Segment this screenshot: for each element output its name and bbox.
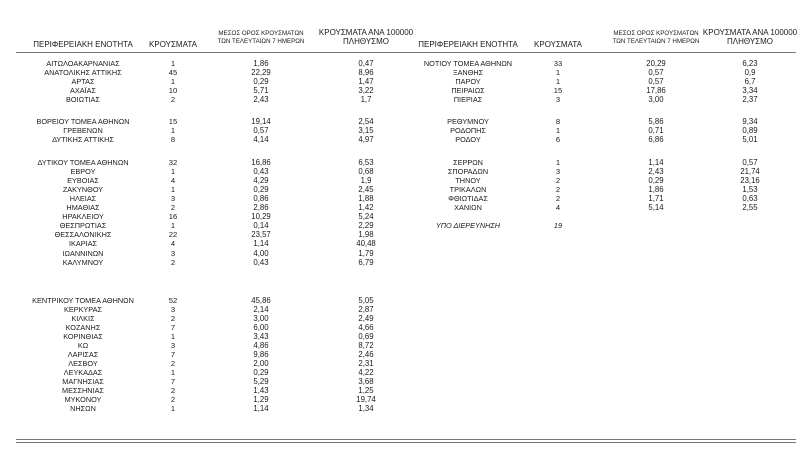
left-cell-region: ΗΛΕΙΑΣ [69,194,97,203]
left-cell-per100k: 5,05 [358,296,374,305]
left-cell-region: ΗΜΑΘΙΑΣ [66,203,100,212]
left-cell-per100k: 1,34 [358,404,374,413]
left-cell-per100k: 3,22 [358,86,374,95]
left-cell-cases: 7 [170,377,176,386]
left-cell-cases: 1 [170,185,176,194]
left-cell-region: ΜΥΚΟΝΟΥ [64,395,102,404]
left-cell-avg: 0,29 [253,368,269,377]
left-cell-cases: 2 [170,359,176,368]
left-cell-per100k: 5,24 [358,212,374,221]
left-cell-avg: 5,71 [253,86,269,95]
right-cell-avg: 0,71 [648,126,664,135]
left-cell-region: ΙΩΑΝΝΙΝΩΝ [62,249,104,258]
right-cell-avg: 1,14 [648,158,664,167]
left-header-avg-line1: ΜΕΣΟΣ ΟΡΟΣ ΚΡΟΥΣΜΑΤΩΝ [218,30,304,37]
left-cell-avg: 3,43 [253,332,269,341]
left-cell-region: ΕΥΒΟΙΑΣ [67,176,99,185]
bottom-rule [16,439,796,440]
left-cell-per100k: 8,72 [358,341,374,350]
right-cell-region: ΤΗΝΟΥ [455,176,481,185]
left-cell-avg: 0,57 [253,126,269,135]
left-cell-region: ΜΑΓΝΗΣΙΑΣ [62,377,104,386]
left-cell-cases: 1 [170,77,176,86]
left-cell-region: ΙΚΑΡΙΑΣ [68,239,98,248]
left-cell-cases: 2 [170,95,176,104]
left-cell-cases: 15 [168,117,178,126]
right-cell-region: ΤΡΙΚΑΛΩΝ [449,185,487,194]
left-cell-cases: 7 [170,323,176,332]
left-cell-cases: 1 [170,167,176,176]
left-cell-per100k: 19,74 [356,395,376,404]
left-cell-per100k: 1,98 [358,230,374,239]
left-cell-avg: 0,14 [253,221,269,230]
left-cell-cases: 2 [170,203,176,212]
left-cell-region: ΚΟΡΙΝΘΙΑΣ [63,332,103,341]
left-header-per100k-line2: ΠΛΗΘΥΣΜΟ [342,37,390,46]
right-cell-region: ΞΑΝΘΗΣ [452,68,484,77]
left-cell-avg: 2,00 [253,359,269,368]
left-cell-avg: 2,86 [253,203,269,212]
left-cell-cases: 1 [170,368,176,377]
left-cell-region: ΗΡΑΚΛΕΙΟΥ [62,212,104,221]
left-cell-per100k: 1,47 [358,77,374,86]
left-cell-cases: 2 [170,258,176,267]
header-rule [16,52,796,53]
left-header-per100k [310,28,422,46]
right-cell-region: ΝΟΤΙΟΥ ΤΟΜΕΑ ΑΘΗΝΩΝ [423,59,513,68]
left-cell-cases: 1 [170,59,176,68]
left-cell-per100k: 3,68 [358,377,374,386]
right-cell-region: ΣΕΡΡΩΝ [453,158,483,167]
right-cell-avg: 0,57 [648,77,664,86]
left-cell-region: ΛΑΡΙΣΑΣ [67,350,99,359]
left-cell-per100k: 2,29 [358,221,374,230]
left-cell-per100k: 3,15 [358,126,374,135]
left-header-cases: ΚΡΟΥΣΜΑΤΑ [149,40,197,49]
left-cell-avg: 1,29 [253,395,269,404]
right-cell-per100k: 0,63 [742,194,758,203]
left-cell-cases: 7 [170,350,176,359]
right-cell-cases: 2 [555,185,561,194]
right-cell-avg: 17,86 [646,86,666,95]
left-cell-per100k: 0,68 [358,167,374,176]
right-cell-per100k: 9,34 [742,117,758,126]
bottom-rule-secondary [16,442,796,443]
right-header-cases: ΚΡΟΥΣΜΑΤΑ [534,40,582,49]
right-cell-cases: 33 [553,59,563,68]
right-cell-cases: 4 [555,203,561,212]
left-cell-cases: 16 [168,212,178,221]
right-cell-per100k: 2,55 [742,203,758,212]
right-cell-avg: 3,00 [648,95,664,104]
left-cell-per100k: 40,48 [356,239,376,248]
left-cell-region: ΘΕΣΠΡΩΤΙΑΣ [59,221,107,230]
right-cell-avg: 1,71 [648,194,664,203]
right-cell-region: ΠΑΡΟΥ [455,77,481,86]
right-cell-per100k: 6,7 [744,77,756,86]
left-cell-avg: 0,29 [253,185,269,194]
left-cell-avg: 5,29 [253,377,269,386]
right-cell-avg: 6,86 [648,135,664,144]
right-cell-per100k: 0,9 [744,68,756,77]
left-cell-per100k: 2,54 [358,117,374,126]
left-cell-avg: 4,14 [253,135,269,144]
left-cell-cases: 52 [168,296,178,305]
left-cell-per100k: 2,49 [358,314,374,323]
right-cell-avg: 0,29 [648,176,664,185]
left-cell-avg: 1,14 [253,239,269,248]
right-cell-cases: 6 [555,135,561,144]
right-cell-avg: 0,57 [648,68,664,77]
right-cell-region: ΡΕΘΥΜΝΟΥ [447,117,489,126]
left-cell-region: ΚΑΛΥΜΝΟΥ [62,258,104,267]
right-cell-cases: 19 [553,221,563,230]
right-cell-cases: 3 [555,167,561,176]
right-cell-avg: 5,14 [648,203,664,212]
left-cell-region: ΘΕΣΣΑΛΟΝΙΚΗΣ [54,230,112,239]
left-cell-cases: 2 [170,314,176,323]
left-cell-per100k: 2,46 [358,350,374,359]
left-cell-avg: 4,86 [253,341,269,350]
left-cell-cases: 3 [170,194,176,203]
left-cell-region: ΔΥΤΙΚΗΣ ΑΤΤΙΚΗΣ [52,135,114,144]
left-cell-cases: 3 [170,305,176,314]
left-cell-per100k: 6,53 [358,158,374,167]
left-cell-avg: 10,29 [251,212,271,221]
left-cell-per100k: 1,9 [360,176,372,185]
right-cell-region: ΦΘΙΩΤΙΔΑΣ [448,194,488,203]
right-header-per100k-line1: ΚΡΟΥΣΜΑΤΑ ΑΝΑ 100000 [702,28,798,37]
right-cell-cases: 1 [555,126,561,135]
right-cell-cases: 2 [555,194,561,203]
right-header-avg-line1: ΜΕΣΟΣ ΟΡΟΣ ΚΡΟΥΣΜΑΤΩΝ [613,30,699,37]
left-cell-cases: 3 [170,341,176,350]
left-cell-avg: 4,29 [253,176,269,185]
left-cell-region: ΑΡΤΑΣ [71,77,95,86]
left-cell-per100k: 4,66 [358,323,374,332]
right-cell-per100k: 0,89 [742,126,758,135]
left-cell-avg: 1,86 [253,59,269,68]
left-cell-per100k: 8,96 [358,68,374,77]
left-cell-per100k: 1,88 [358,194,374,203]
left-cell-avg: 0,43 [253,258,269,267]
right-cell-cases: 1 [555,158,561,167]
right-header-per100k-line2: ΠΛΗΘΥΣΜΟ [726,37,774,46]
right-cell-region: ΠΙΕΡΙΑΣ [453,95,483,104]
left-cell-per100k: 2,45 [358,185,374,194]
left-cell-cases: 1 [170,221,176,230]
right-cell-avg: 20,29 [646,59,666,68]
right-cell-cases: 2 [555,176,561,185]
right-cell-region: ΧΑΝΙΩΝ [454,203,482,212]
right-cell-cases: 3 [555,95,561,104]
right-cell-per100k: 5,01 [742,135,758,144]
right-header-avg-line2: ΤΩΝ ΤΕΛΕΥΤΑΙΩΝ 7 ΗΜΕΡΩΝ [612,38,700,45]
left-cell-cases: 1 [170,332,176,341]
left-cell-region: ΜΕΣΣΗΝΙΑΣ [62,386,104,395]
left-cell-region: ΒΟΡΕΙΟΥ ΤΟΜΕΑ ΑΘΗΝΩΝ [36,117,130,126]
left-cell-cases: 45 [168,68,178,77]
left-cell-region: ΝΗΣΩΝ [70,404,96,413]
left-cell-region: ΒΟΙΩΤΙΑΣ [66,95,100,104]
right-cell-avg: 5,86 [648,117,664,126]
left-cell-avg: 3,00 [253,314,269,323]
left-cell-cases: 1 [170,126,176,135]
right-cell-per100k: 1,53 [742,185,758,194]
left-cell-region: ΔΥΤΙΚΟΥ ΤΟΜΕΑ ΑΘΗΝΩΝ [37,158,129,167]
left-cell-avg: 0,29 [253,77,269,86]
left-cell-region: ΕΒΡΟΥ [70,167,96,176]
left-cell-cases: 4 [170,176,176,185]
left-cell-avg: 0,86 [253,194,269,203]
left-cell-region: ΑΙΤΩΛΟΑΚΑΡΝΑΝΙΑΣ [46,59,120,68]
right-cell-per100k: 23,16 [740,176,760,185]
left-cell-avg: 22,29 [251,68,271,77]
right-cell-region: ΠΕΙΡΑΙΩΣ [451,86,485,95]
left-cell-per100k: 0,47 [358,59,374,68]
left-cell-avg: 1,14 [253,404,269,413]
right-cell-region: ΥΠΟ ΔΙΕΡΕΥΝΗΣΗ [435,221,501,230]
right-cell-region: ΣΠΟΡΑΔΩΝ [447,167,489,176]
right-cell-per100k: 21,74 [740,167,760,176]
left-cell-cases: 32 [168,158,178,167]
left-cell-region: ΛΕΥΚΑΔΑΣ [63,368,103,377]
left-cell-per100k: 2,31 [358,359,374,368]
left-cell-region: ΓΡΕΒΕΝΩΝ [63,126,103,135]
right-cell-cases: 1 [555,77,561,86]
left-cell-per100k: 4,97 [358,135,374,144]
left-cell-avg: 16,86 [251,158,271,167]
left-cell-cases: 2 [170,386,176,395]
left-cell-cases: 3 [170,249,176,258]
left-cell-avg: 45,86 [251,296,271,305]
left-cell-region: ΚΕΡΚΥΡΑΣ [63,305,103,314]
right-cell-per100k: 6,23 [742,59,758,68]
left-header-per100k-line1: ΚΡΟΥΣΜΑΤΑ ΑΝΑ 100000 [318,28,414,37]
left-cell-region: ΚΕΝΤΡΙΚΟΥ ΤΟΜΕΑ ΑΘΗΝΩΝ [32,296,134,305]
left-cell-per100k: 4,22 [358,368,374,377]
left-cell-cases: 8 [170,135,176,144]
left-header-avg [205,30,317,46]
left-cell-avg: 9,86 [253,350,269,359]
left-cell-per100k: 2,87 [358,305,374,314]
left-cell-per100k: 0,69 [358,332,374,341]
left-cell-region: ΖΑΚΥΝΘΟΥ [62,185,104,194]
left-cell-avg: 19,14 [251,117,271,126]
right-header-per100k [694,28,806,46]
right-cell-cases: 1 [555,68,561,77]
left-cell-cases: 1 [170,404,176,413]
left-cell-region: ΚΙΛΚΙΣ [71,314,95,323]
right-cell-avg: 1,86 [648,185,664,194]
left-cell-region: ΛΕΣΒΟΥ [68,359,98,368]
right-cell-per100k: 3,34 [742,86,758,95]
left-cell-region: ΚΩ [77,341,89,350]
left-cell-avg: 23,57 [251,230,271,239]
left-cell-region: ΑΧΑΪΑΣ [69,86,96,95]
right-cell-per100k: 0,57 [742,158,758,167]
right-cell-cases: 8 [555,117,561,126]
right-cell-region: ΡΟΔΟΥ [455,135,481,144]
left-cell-cases: 10 [168,86,178,95]
left-cell-avg: 2,43 [253,95,269,104]
left-cell-per100k: 6,79 [358,258,374,267]
left-cell-avg: 4,00 [253,249,269,258]
right-header-region: ΠΕΡΙΦΕΡΕΙΑΚΗ ΕΝΟΤΗΤΑ [418,40,518,49]
left-cell-per100k: 1,7 [360,95,372,104]
right-cell-cases: 15 [553,86,563,95]
right-cell-per100k: 2,37 [742,95,758,104]
left-cell-avg: 0,43 [253,167,269,176]
left-cell-region: ΚΟΖΑΝΗΣ [65,323,101,332]
left-cell-region: ΑΝΑΤΟΛΙΚΗΣ ΑΤΤΙΚΗΣ [44,68,122,77]
left-header-avg-line2: ΤΩΝ ΤΕΛΕΥΤΑΙΩΝ 7 ΗΜΕΡΩΝ [217,38,305,45]
left-cell-per100k: 1,79 [358,249,374,258]
left-cell-avg: 2,14 [253,305,269,314]
left-cell-cases: 4 [170,239,176,248]
right-cell-region: ΡΟΔΟΠΗΣ [450,126,486,135]
left-cell-cases: 22 [168,230,178,239]
left-cell-per100k: 1,42 [358,203,374,212]
left-cell-avg: 1,43 [253,386,269,395]
right-cell-avg: 2,43 [648,167,664,176]
left-cell-per100k: 1,25 [358,386,374,395]
left-header-region: ΠΕΡΙΦΕΡΕΙΑΚΗ ΕΝΟΤΗΤΑ [33,40,133,49]
left-cell-cases: 2 [170,395,176,404]
left-cell-avg: 6,00 [253,323,269,332]
